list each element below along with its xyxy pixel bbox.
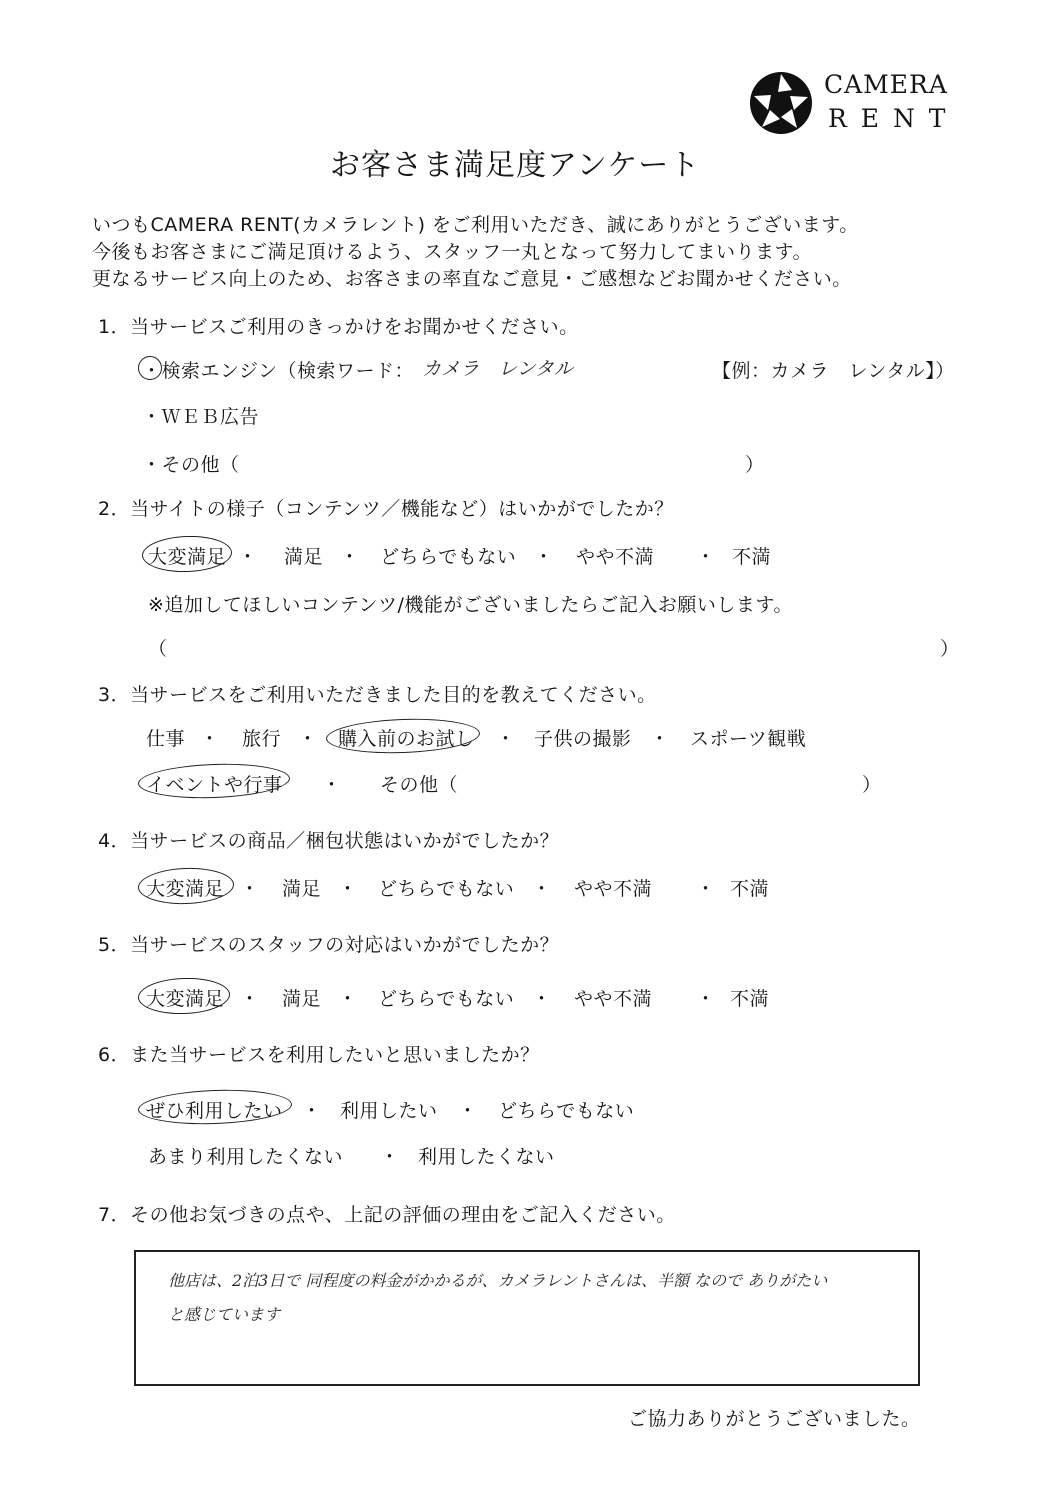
q7-answer-line2: と感じています xyxy=(168,1305,281,1324)
q6-option[interactable]: あまり利用したくない xyxy=(148,1146,344,1168)
logo-line1: CAMERA xyxy=(824,70,948,99)
q2-sep: ・ xyxy=(534,546,554,568)
q6-option[interactable]: ぜひ利用したい xyxy=(146,1100,283,1122)
q5-option[interactable]: どちらでもない xyxy=(378,988,515,1010)
q3-question: 3．当サービスをご利用いただきました目的を教えてください。 xyxy=(98,684,657,706)
q5-option[interactable]: 満足 xyxy=(282,988,322,1010)
q1-example: 【例：カメラ レンタル】） xyxy=(712,360,955,382)
logo xyxy=(748,68,948,138)
q6-sep: ・ xyxy=(458,1100,478,1122)
q2-option[interactable]: どちらでもない xyxy=(380,546,517,568)
q4-sep: ・ xyxy=(240,878,260,900)
q7-answer-line1: 他店は、2泊3日で 同程度の料金がかかるが、カメラレントさんは、半額 なので ありがたい xyxy=(168,1271,828,1290)
q1-option-search[interactable]: ・検索エンジン（検索ワード： xyxy=(142,360,415,382)
q1-other-close: ） xyxy=(745,454,765,476)
q3-option[interactable]: 旅行 xyxy=(242,728,282,750)
q3-option[interactable]: 購入前のお試し xyxy=(338,728,475,750)
q5-option[interactable]: 大変満足 xyxy=(146,988,225,1010)
q2-option[interactable]: やや不満 xyxy=(576,546,655,568)
q4-question: 4．当サービスの商品／梱包状態はいかがでしたか？ xyxy=(98,830,560,852)
q3-sep: ・ xyxy=(650,728,670,750)
q2-option[interactable]: 不満 xyxy=(732,546,772,568)
q2-option[interactable]: 大変満足 xyxy=(148,546,227,568)
q2-sep: ・ xyxy=(340,546,360,568)
q1-option-web[interactable]: ・ＷＥＢ広告 xyxy=(142,406,260,428)
q2-sep: ・ xyxy=(238,546,258,568)
q6-option[interactable]: 利用したい xyxy=(340,1100,438,1122)
q3-option-other[interactable]: その他（ xyxy=(380,774,459,796)
q3-other-close: ） xyxy=(862,774,882,796)
q2-close: ） xyxy=(940,638,960,660)
q2-option[interactable]: 満足 xyxy=(284,546,324,568)
q1-option-other[interactable]: ・その他（ xyxy=(142,454,240,476)
q3-option[interactable]: 子供の撮影 xyxy=(534,728,632,750)
q4-sep: ・ xyxy=(532,878,552,900)
q3-sep: ・ xyxy=(200,728,220,750)
q3-sep: ・ xyxy=(298,728,318,750)
q1-search-word: カメラ レンタル xyxy=(422,358,573,380)
intro-line: 更なるサービス向上のため、お客さまの率直なご意見・ご感想などお聞かせください。 xyxy=(92,268,852,290)
q5-sep: ・ xyxy=(338,988,358,1010)
q5-question: 5．当サービスのスタッフの対応はいかがでしたか？ xyxy=(98,934,560,956)
q6-sep: ・ xyxy=(380,1146,400,1168)
q4-option[interactable]: やや不満 xyxy=(574,878,653,900)
q3-sep: ・ xyxy=(322,774,342,796)
q2-sep: ・ xyxy=(696,546,716,568)
q3-option[interactable]: スポーツ観戦 xyxy=(690,728,807,750)
q6-option[interactable]: 利用したくない xyxy=(418,1146,555,1168)
q4-sep: ・ xyxy=(338,878,358,900)
q4-option[interactable]: 大変満足 xyxy=(146,878,225,900)
footer-thanks: ご協力ありがとうございました。 xyxy=(628,1408,921,1430)
intro-line: 今後もお客さまにご満足頂けるよう、スタッフ一丸となって努力してまいります。 xyxy=(92,241,812,263)
q5-option[interactable]: やや不満 xyxy=(574,988,653,1010)
q3-sep: ・ xyxy=(496,728,516,750)
q5-sep: ・ xyxy=(696,988,716,1010)
q5-option[interactable]: 不満 xyxy=(730,988,770,1010)
q3-option-event[interactable]: イベントや行事 xyxy=(146,774,283,796)
q4-option[interactable]: 満足 xyxy=(282,878,322,900)
q4-option[interactable]: 不満 xyxy=(730,878,770,900)
q5-sep: ・ xyxy=(532,988,552,1010)
q6-question: 6．また当サービスを利用したいと思いましたか？ xyxy=(98,1044,540,1066)
intro-line: いつもCAMERA RENT(カメラレント) をご利用いただき、誠にありがとうございます。 xyxy=(92,214,859,236)
page-title: お客さま満足度アンケート xyxy=(330,148,701,183)
q2-open: （ xyxy=(148,638,168,660)
q6-sep: ・ xyxy=(302,1100,322,1122)
q4-option[interactable]: どちらでもない xyxy=(378,878,515,900)
aperture-icon xyxy=(748,70,814,136)
q7-question: 7．その他お気づきの点や、上記の評価の理由をご記入ください。 xyxy=(98,1204,676,1226)
logo-line2: R E N T xyxy=(828,104,949,133)
q1-question: 1．当サービスご利用のきっかけをお聞かせください。 xyxy=(98,316,579,338)
q2-question: 2．当サイトの様子（コンテンツ／機能など）はいかがでしたか？ xyxy=(98,498,674,520)
q2-note: ※追加してほしいコンテンツ/機能がございましたらご記入お願いします。 xyxy=(148,594,793,616)
q5-sep: ・ xyxy=(240,988,260,1010)
q3-option[interactable]: 仕事 xyxy=(146,728,186,750)
q6-option[interactable]: どちらでもない xyxy=(498,1100,635,1122)
q4-sep: ・ xyxy=(696,878,716,900)
